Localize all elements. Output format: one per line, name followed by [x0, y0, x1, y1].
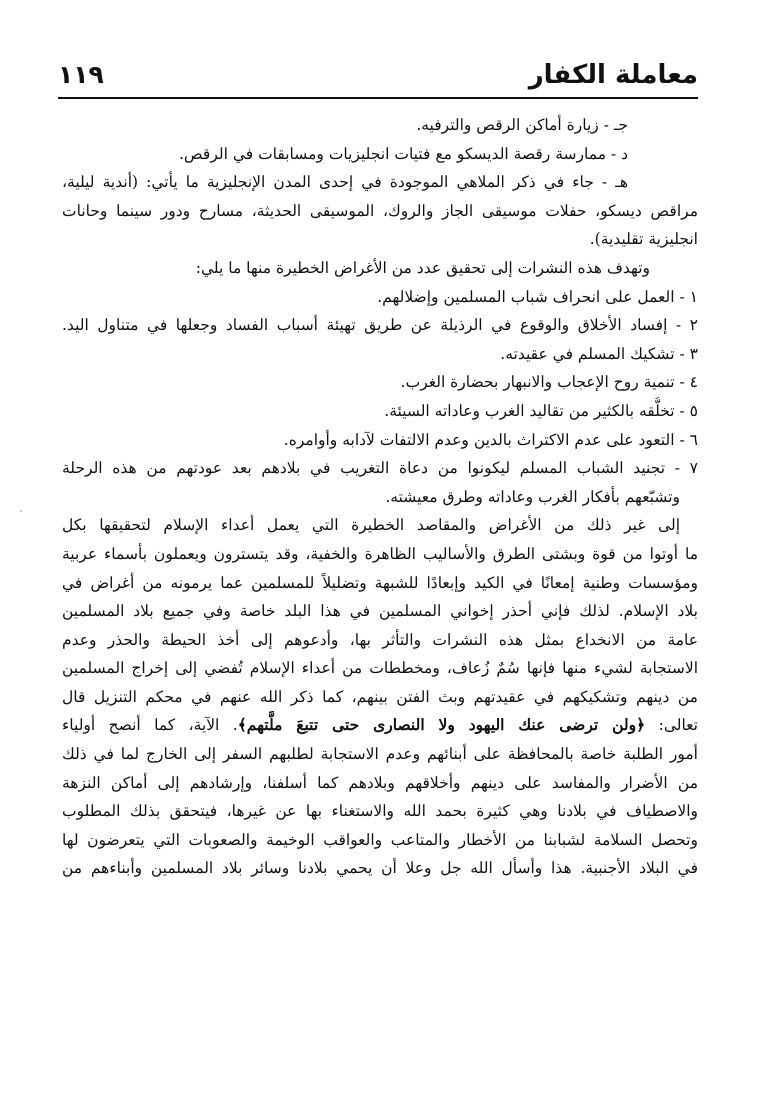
text-line: انجليزية تقليدية). — [589, 230, 698, 249]
text-line: الاستجابة لشيء منها فإنها سُمٌ زُعاف، ومخططات من أعداء الإسلام تُفضي إلى إخراج المسلمين — [62, 659, 698, 678]
list-item: ٧ - تجنيد الشباب المسلم ليكونوا من دعاة التغريب في بلادهم بعد عودتهم من هذه الرحلة — [62, 459, 698, 478]
text-line: من الأضرار والمفاسد على دينهم وأخلاقهم وبلادهم كما أسلفنا، وإرشادهم إلى أماكن النزهة — [62, 773, 698, 792]
list-item: ٣ - تشكيك المسلم في عقيدته. — [500, 344, 698, 363]
list-item: هـ - جاء في ذكر الملاهي الموجودة في إحدى المدن الإنجليزية ما يأتي: (أندية ليلية، — [62, 173, 628, 192]
text-line: وتحصل السلامة لشبابنا من الأخطار والمتاعب والعواقب الوخيمة والصعوبات التي يتعرضون لها — [62, 830, 698, 849]
text-line: وتهدف هذه النشرات إلى تحقيق عدد من الأغراض الخطيرة منها ما يلي: — [195, 258, 650, 277]
list-item: ١ - العمل على انحراف شباب المسلمين وإضلالهم. — [377, 287, 698, 306]
list-item: ٥ - تخلُّقه بالكثير من تقاليد الغرب وعاداته السيئة. — [384, 401, 698, 420]
text-line: عامة من الانخداع بمثل هذه النشرات والتأثر بها، وأدعوهم إلى أخذ الحيطة والحذر وعدم — [62, 630, 698, 649]
header-divider — [58, 97, 698, 99]
text-line: أمور الطلبة خاصة بالمحافظة على أبنائهم وعدم الاستجابة لطلبهم السفر إلى الخارج لما في ذلك — [62, 745, 698, 764]
text-line: إلى غير ذلك من الأغراض والمقاصد الخطيرة التي يعمل أعداء الإسلام لتحقيقها بكل — [62, 516, 680, 535]
text-line: من دينهم وتشكيكهم في عقيدتهم وبث الفتن بينهم، كما ذكر الله عنهم في محكم التنزيل قال — [62, 687, 698, 706]
text-line: والاصطياف في بلادنا وهي كثيرة بحمد الله والاستغناء بها عن غيرها، فيتحقق بذلك المطلوب — [62, 802, 698, 821]
list-item: جـ - زيارة أماكن الرقص والترفيه. — [416, 116, 628, 134]
list-item: ٦ - التعود على عدم الاكتراث بالدين وعدم الالتفات لآدابه وأوامره. — [283, 430, 698, 449]
text-line: بلاد الإسلام. لذلك فإني أحذر إخواني المسلمين في هذا البلد خاصة وفي جميع بلاد المسلمين — [62, 602, 698, 621]
page-number: ١١٩ — [58, 60, 104, 89]
list-item: د - ممارسة رقصة الديسكو مع فتيات انجليزيات ومسابقات في الرقص. — [179, 144, 628, 163]
page-header — [58, 56, 698, 92]
text-line — [62, 711, 698, 740]
scan-speck — [20, 510, 22, 512]
running-title: معاملة الكفار — [528, 60, 698, 90]
text-line: ما أوتوا من قوة وبشتى الطرق والأساليب الظاهرة والخفية، وقد يتسترون ويعملون بأسماء عربية — [62, 544, 698, 563]
text-line: وتشبّعهم بأفكار الغرب وعاداته وطرق معيشته. — [385, 487, 680, 506]
body-text — [62, 111, 698, 883]
list-item: ٤ - تنمية روح الإعجاب والانبهار بحضارة الغرب. — [400, 373, 698, 392]
text-line: في البلاد الأجنبية. هذا وأسأل الله جل وعلا أن يحمي بلادنا وسائر بلاد المسلمين وأبناءهم من — [62, 859, 698, 878]
text-line: مراقص ديسكو، حفلات موسيقى الجاز والروك، الموسيقى الحديثة، مسارح ودور سينما وحانات — [62, 201, 698, 220]
verse-intro: تعالى: — [658, 716, 698, 735]
verse-outro: . الآية، كما أنصح أولياء — [62, 716, 238, 735]
quran-verse: ﴿ولن ترضى عنك اليهود ولا النصارى حتى تتبعَ ملَّتهم﴾ — [237, 715, 646, 735]
text-line: ومؤسسات وطنية إمعانًا في الكيد وإبعادًا للشبهة وتضليلاً للمسلمين عما يرمونه من أغراض في — [62, 573, 698, 592]
list-item: ٢ - إفساد الأخلاق والوقوع في الرذيلة عن طريق تهيئة أسباب الفساد وجعلها في متناول اليد. — [62, 316, 698, 335]
